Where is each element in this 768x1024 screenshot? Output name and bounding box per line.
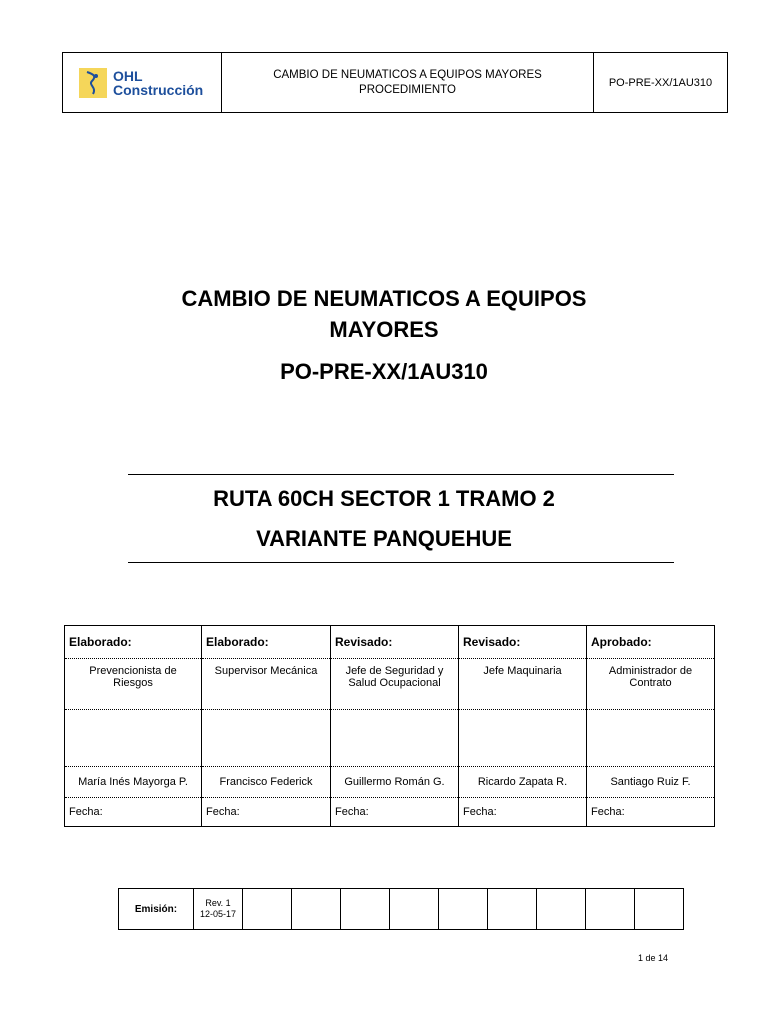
emission-table — [118, 888, 684, 930]
header-subtitle: PROCEDIMIENTO — [359, 83, 456, 96]
revision-blank-cell — [537, 889, 586, 930]
date-label: Fecha: — [202, 798, 331, 827]
signer-name: Francisco Federick — [202, 767, 331, 798]
signer-name: Guillermo Román G. — [331, 767, 459, 798]
signature-cell — [587, 710, 715, 767]
role-cell — [459, 659, 587, 710]
role-line2: Contrato — [629, 677, 672, 689]
project-title-line1: RUTA 60CH SECTOR 1 TRAMO 2 — [213, 486, 555, 511]
signature-table — [64, 625, 715, 827]
signature-blank-row — [65, 710, 715, 767]
divider-bottom — [128, 562, 674, 563]
ohl-logo-icon — [79, 68, 107, 98]
revision-number: Rev. 1 — [205, 898, 231, 908]
col-header: Revisado: — [459, 626, 587, 659]
revision-blank-cell — [341, 889, 390, 930]
page-number: 1 de 14 — [638, 953, 669, 963]
signature-date-row — [65, 798, 715, 827]
revision-blank-cell — [390, 889, 439, 930]
revision-cell — [194, 889, 243, 930]
col-header: Elaborado: — [65, 626, 202, 659]
revision-blank-cell — [635, 889, 684, 930]
role-line1: Jefe Maquinaria — [483, 665, 562, 677]
document-title-line1: CAMBIO DE NEUMATICOS A EQUIPOS — [181, 286, 587, 311]
revision-blank-cell — [488, 889, 537, 930]
role-cell — [587, 659, 715, 710]
role-cell — [65, 659, 202, 710]
emission-label: Emisión: — [119, 889, 194, 930]
role-line1: Jefe de Seguridad y — [345, 665, 444, 677]
signature-cell — [459, 710, 587, 767]
revision-blank-cell — [586, 889, 635, 930]
signature-header-row — [65, 626, 715, 659]
date-label: Fecha: — [65, 798, 202, 827]
role-line2: Salud Ocupacional — [348, 677, 441, 689]
header-title: CAMBIO DE NEUMATICOS A EQUIPOS MAYORES — [273, 68, 542, 81]
revision-blank-cell — [439, 889, 488, 930]
revision-blank-cell — [292, 889, 341, 930]
divider-top — [128, 474, 674, 475]
col-header: Elaborado: — [202, 626, 331, 659]
col-header: Revisado: — [331, 626, 459, 659]
logo-text-construccion: Construcción — [113, 81, 204, 98]
document-header — [62, 52, 728, 113]
header-title-cell — [222, 53, 594, 112]
signer-name: María Inés Mayorga P. — [65, 767, 202, 798]
project-title-line2: VARIANTE PANQUEHUE — [256, 526, 512, 551]
revision-date: 12-05-17 — [199, 909, 237, 919]
col-header: Aprobado: — [587, 626, 715, 659]
signature-name-row — [65, 767, 715, 798]
role-line2: Riesgos — [113, 677, 153, 689]
header-code: PO-PRE-XX/1AU310 — [608, 76, 713, 89]
signature-cell — [202, 710, 331, 767]
signer-name: Ricardo Zapata R. — [459, 767, 587, 798]
logo-cell — [63, 53, 222, 112]
signature-role-row — [65, 659, 715, 710]
signature-cell — [331, 710, 459, 767]
document-title-line2: MAYORES — [329, 317, 439, 342]
role-line1: Administrador de — [608, 665, 693, 677]
document-code: PO-PRE-XX/1AU310 — [280, 359, 488, 384]
logo-text-ohl: OHL — [113, 67, 143, 84]
role-line1: Supervisor Mecánica — [214, 665, 318, 677]
signer-name: Santiago Ruiz F. — [587, 767, 715, 798]
role-cell — [331, 659, 459, 710]
signature-cell — [65, 710, 202, 767]
revision-blank-cell — [243, 889, 292, 930]
role-line1: Prevencionista de — [89, 665, 177, 677]
date-label: Fecha: — [459, 798, 587, 827]
date-label: Fecha: — [331, 798, 459, 827]
role-cell — [202, 659, 331, 710]
date-label: Fecha: — [587, 798, 715, 827]
